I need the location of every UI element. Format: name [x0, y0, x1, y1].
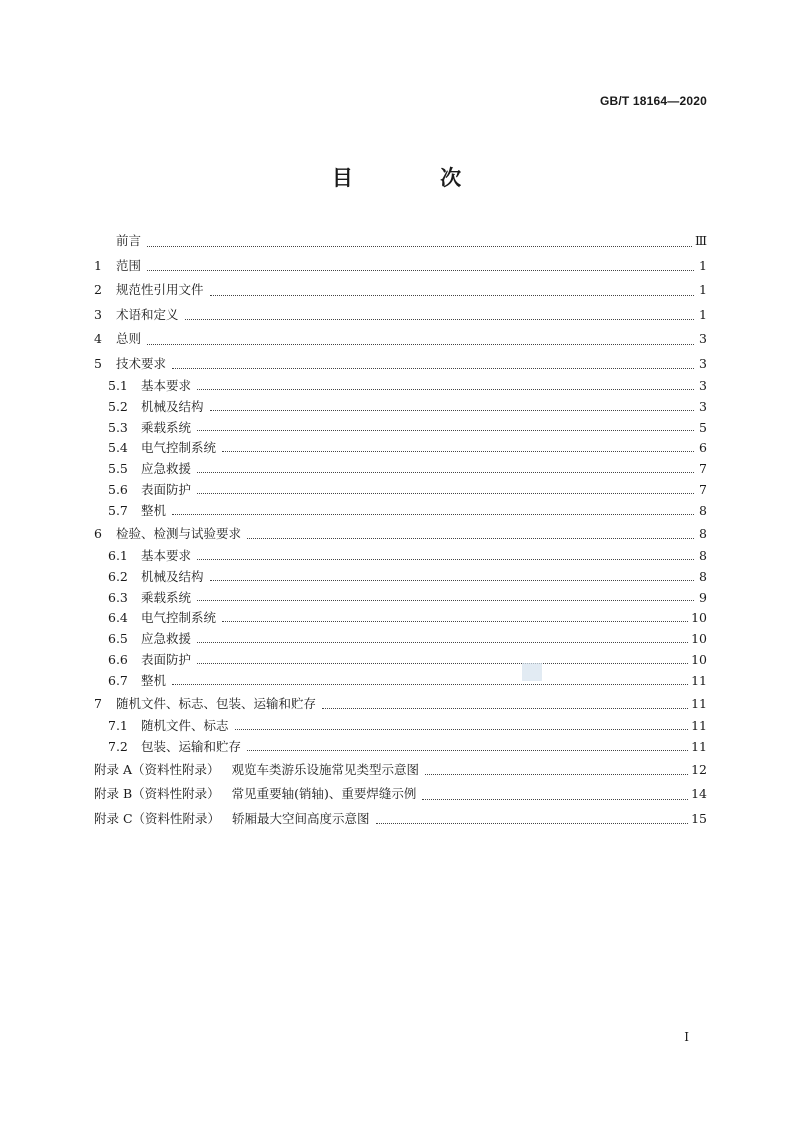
toc-subentry[interactable] — [94, 418, 707, 439]
toc-entry-page: 3 — [699, 378, 707, 393]
toc-entry-page: 10 — [691, 610, 707, 626]
toc-appendix-entry[interactable] — [94, 807, 707, 832]
toc-entry-page: 11 — [691, 718, 707, 734]
toc-entry-label: 检验、检测与试验要求 — [116, 525, 242, 541]
toc-subentry[interactable] — [94, 737, 707, 758]
dot-leader — [197, 472, 694, 473]
toc-subentry[interactable] — [94, 650, 707, 671]
toc-entry-page: 1 — [699, 257, 707, 273]
toc-entry-number: 1 — [94, 257, 102, 273]
toc-entry-number: 5.7 — [108, 502, 128, 518]
toc-entry-page: 12 — [691, 761, 707, 777]
toc-entry-number: 5.4 — [108, 440, 128, 456]
toc-entry-page: 11 — [691, 738, 707, 754]
toc-entry[interactable] — [94, 522, 707, 547]
toc-entry-number: 3 — [94, 306, 102, 322]
toc-entry-page: 7 — [699, 461, 707, 477]
toc-entry-page: 1 — [699, 306, 707, 322]
toc-entry-page: 3 — [699, 398, 707, 414]
toc-subentry[interactable] — [94, 397, 707, 418]
dot-leader — [197, 663, 688, 664]
toc-entry-number: 6.2 — [108, 568, 128, 584]
dot-leader — [197, 642, 688, 643]
toc-entry-label: 观览车类游乐设施常见类型示意图 — [231, 761, 420, 777]
toc-subentry[interactable] — [94, 671, 707, 692]
toc-entry[interactable] — [94, 278, 707, 303]
toc-entry-page: 8 — [699, 502, 707, 518]
toc-subentry[interactable] — [94, 376, 707, 397]
toc-entry-label: 整机 — [141, 672, 167, 688]
toc-entry-page: 10 — [691, 652, 707, 668]
toc-entry-page: 10 — [691, 631, 707, 647]
toc-entry-page: 15 — [691, 810, 707, 826]
toc-entry-label: 应急救援 — [141, 461, 192, 477]
toc-entry-page: 8 — [699, 525, 707, 541]
toc-subentry[interactable] — [94, 567, 707, 588]
toc-entry-label: 前言 — [116, 233, 142, 248]
toc-entry-label: 基本要求 — [141, 548, 192, 564]
toc-entry[interactable] — [94, 692, 707, 717]
watermark-stamp — [522, 663, 542, 681]
toc-entry-number: 6.6 — [108, 652, 128, 668]
dot-leader — [197, 559, 694, 560]
toc-entry[interactable] — [94, 254, 707, 279]
toc-entry-page: 7 — [699, 481, 707, 497]
toc-entry-page: 8 — [699, 548, 707, 564]
dot-leader — [222, 621, 688, 622]
toc-entry-page: 11 — [691, 672, 707, 688]
toc-entry-label: 规范性引用文件 — [116, 282, 204, 297]
toc-entry-label: 轿厢最大空间高度示意图 — [232, 810, 370, 826]
table-of-contents — [94, 229, 707, 831]
toc-entry-number: 附录 B（资料性附录） — [94, 786, 220, 802]
toc-subentry[interactable] — [94, 716, 707, 737]
toc-entry-page: 3 — [699, 355, 707, 371]
toc-entry-label: 术语和定义 — [116, 306, 179, 322]
dot-leader — [210, 580, 694, 581]
toc-entry-number: 5.5 — [108, 461, 128, 477]
toc-entry-label: 机械及结构 — [141, 398, 204, 414]
dot-leader — [235, 729, 689, 730]
dot-leader — [147, 344, 694, 345]
toc-entry-label: 应急救援 — [141, 631, 192, 647]
dot-leader — [147, 270, 694, 271]
toc-entry[interactable] — [94, 352, 707, 377]
toc-entry-label: 整机 — [141, 502, 167, 518]
toc-entry-number: 6.4 — [108, 610, 128, 626]
toc-entry-label: 随机文件、标志 — [141, 718, 229, 734]
page-title: 目 次 — [331, 166, 502, 190]
toc-entry-number: 2 — [94, 282, 102, 297]
toc-entry-number: 6.5 — [108, 631, 128, 647]
toc-entry-number: 附录 C（资料性附录） — [94, 810, 221, 826]
dot-leader — [322, 708, 688, 709]
toc-entry-number: 5.2 — [108, 398, 128, 414]
toc-appendix-entry[interactable] — [94, 758, 707, 783]
toc-entry-page: 1 — [699, 282, 707, 297]
standard-code: GB/T 18164—2020 — [599, 94, 707, 108]
page-number: I — [684, 1030, 689, 1044]
dot-leader — [425, 774, 688, 775]
dot-leader — [247, 538, 694, 539]
toc-entry-number: 6.1 — [108, 548, 128, 564]
dot-leader — [197, 389, 694, 390]
toc-entry-label: 总则 — [116, 331, 142, 346]
toc-entry-label: 表面防护 — [141, 652, 192, 668]
dot-leader — [197, 430, 694, 431]
toc-subentry[interactable] — [94, 438, 707, 459]
toc-subentry[interactable] — [94, 588, 707, 609]
toc-entry-page: 5 — [699, 419, 707, 435]
dot-leader — [172, 368, 694, 369]
toc-entry-label: 技术要求 — [116, 355, 167, 371]
toc-entry-label: 乘载系统 — [141, 419, 192, 435]
toc-entry-label: 常见重要轴(销轴)、重要焊缝示例 — [231, 786, 417, 802]
dot-leader — [172, 514, 694, 515]
toc-entry-label: 基本要求 — [141, 378, 192, 393]
dot-leader — [210, 410, 694, 411]
dot-leader — [376, 823, 689, 824]
toc-entry-label: 乘载系统 — [141, 589, 192, 605]
dot-leader — [222, 451, 694, 452]
dot-leader — [422, 799, 688, 800]
toc-entry-label: 电气控制系统 — [141, 610, 217, 626]
toc-subentry[interactable] — [94, 608, 707, 629]
toc-subentry[interactable] — [94, 459, 707, 480]
toc-entry-number: 5.3 — [108, 419, 128, 435]
toc-entry-number: 5.1 — [108, 378, 128, 393]
toc-subentry[interactable] — [94, 629, 707, 650]
dot-leader — [147, 246, 692, 247]
toc-subentry[interactable] — [94, 546, 707, 567]
toc-entry-page: 6 — [699, 440, 707, 456]
toc-entry-number: 附录 A（资料性附录） — [94, 761, 220, 777]
toc-subentry[interactable] — [94, 480, 707, 501]
toc-subentry[interactable] — [94, 501, 707, 522]
dot-leader — [197, 600, 694, 601]
toc-entry-label: 包装、运输和贮存 — [141, 738, 242, 754]
dot-leader — [172, 684, 688, 685]
toc-entry-page: 14 — [691, 786, 707, 802]
toc-entry-label: 随机文件、标志、包装、运输和贮存 — [116, 695, 317, 711]
toc-entry-number: 6 — [94, 525, 102, 541]
dot-leader — [247, 750, 688, 751]
toc-entry-number: 4 — [94, 331, 102, 346]
toc-entry-number: 7.2 — [108, 738, 128, 754]
toc-entry[interactable] — [94, 327, 707, 352]
toc-entry-label: 范围 — [116, 257, 142, 273]
toc-entry-label: 表面防护 — [141, 481, 192, 497]
toc-entry-number: 6.7 — [108, 672, 128, 688]
toc-entry-number: 5 — [94, 355, 102, 371]
toc-entry-number: 6.3 — [108, 589, 128, 605]
dot-leader — [210, 295, 694, 296]
toc-entry-number: 7 — [94, 695, 102, 711]
toc-entry-page: 11 — [691, 695, 707, 711]
toc-entry[interactable] — [94, 229, 707, 254]
toc-entry-page: 9 — [699, 589, 707, 605]
toc-entry-label: 机械及结构 — [141, 568, 204, 584]
toc-entry-page: 3 — [699, 331, 707, 346]
toc-entry-page: Ⅲ — [694, 233, 707, 248]
toc-entry-label: 电气控制系统 — [141, 440, 217, 456]
toc-entry-number: 7.1 — [108, 718, 128, 734]
dot-leader — [197, 493, 694, 494]
toc-entry[interactable] — [94, 303, 707, 328]
toc-entry-page: 8 — [699, 568, 707, 584]
toc-entry-number: 5.6 — [108, 481, 128, 497]
dot-leader — [185, 319, 694, 320]
toc-appendix-entry[interactable] — [94, 782, 707, 807]
